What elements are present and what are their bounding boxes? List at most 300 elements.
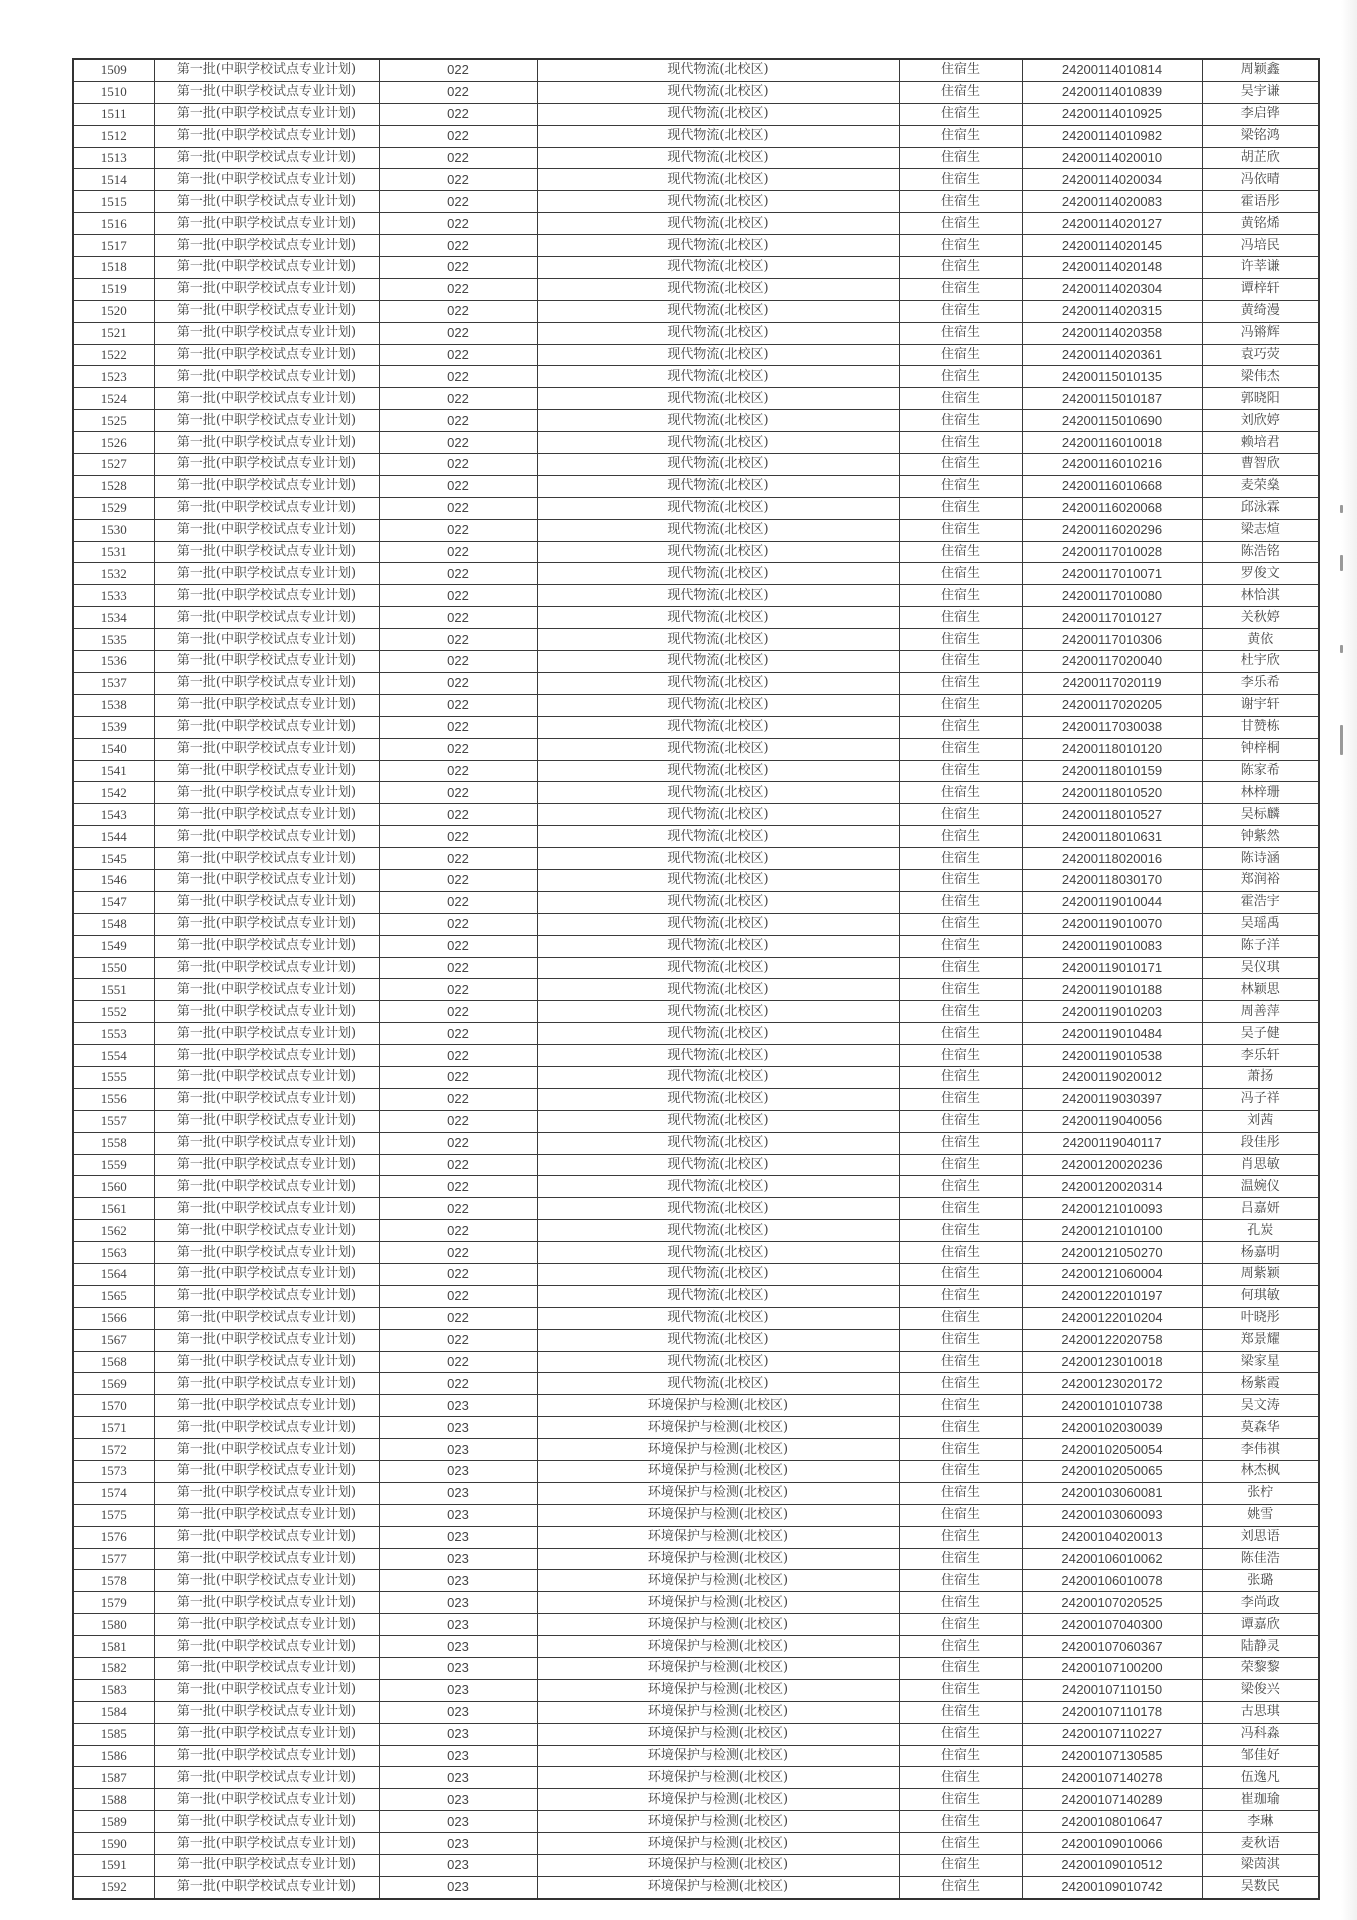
student-name-cell: 吴仪琪: [1202, 957, 1319, 979]
student-type-cell: 住宿生: [899, 1154, 1022, 1176]
exam-id-cell: 24200119040117: [1022, 1132, 1202, 1154]
table-row: [73, 1220, 1319, 1242]
table-row: [73, 147, 1319, 169]
student-name-cell: 伍逸凡: [1202, 1767, 1319, 1789]
major-cell: 现代物流(北校区): [537, 672, 899, 694]
student-name-cell: 钟紫然: [1202, 826, 1319, 848]
batch-cell: 第一批(中职学校试点专业计划): [154, 716, 379, 738]
major-cell: 现代物流(北校区): [537, 694, 899, 716]
major-code-cell: 022: [379, 563, 537, 585]
table-row: [73, 191, 1319, 213]
student-type-cell: 住宿生: [899, 1045, 1022, 1067]
major-code-cell: 022: [379, 1001, 537, 1023]
table-row: [73, 1263, 1319, 1285]
major-code-cell: 023: [379, 1482, 537, 1504]
major-code-cell: 023: [379, 1876, 537, 1898]
seq-cell: 1518: [73, 257, 154, 279]
exam-id-cell: 24200114010839: [1022, 81, 1202, 103]
student-name-cell: 麦荣燊: [1202, 475, 1319, 497]
student-name-cell: 曹智欣: [1202, 454, 1319, 476]
student-type-cell: 住宿生: [899, 410, 1022, 432]
major-cell: 现代物流(北校区): [537, 869, 899, 891]
table-row: [73, 1176, 1319, 1198]
batch-cell: 第一批(中职学校试点专业计划): [154, 1110, 379, 1132]
table-row: [73, 1461, 1319, 1483]
major-code-cell: 022: [379, 235, 537, 257]
major-cell: 现代物流(北校区): [537, 1285, 899, 1307]
major-cell: 现代物流(北校区): [537, 563, 899, 585]
major-code-cell: 023: [379, 1395, 537, 1417]
batch-cell: 第一批(中职学校试点专业计划): [154, 1307, 379, 1329]
student-name-cell: 姚雪: [1202, 1504, 1319, 1526]
batch-cell: 第一批(中职学校试点专业计划): [154, 1395, 379, 1417]
student-type-cell: 住宿生: [899, 1811, 1022, 1833]
student-name-cell: 崔珈瑜: [1202, 1789, 1319, 1811]
major-cell: 现代物流(北校区): [537, 213, 899, 235]
batch-cell: 第一批(中职学校试点专业计划): [154, 1570, 379, 1592]
seq-cell: 1531: [73, 541, 154, 563]
seq-cell: 1520: [73, 300, 154, 322]
major-cell: 现代物流(北校区): [537, 1066, 899, 1088]
student-name-cell: 莫森华: [1202, 1417, 1319, 1439]
major-cell: 环境保护与检测(北校区): [537, 1461, 899, 1483]
table-row: [73, 1395, 1319, 1417]
major-cell: 现代物流(北校区): [537, 1242, 899, 1264]
exam-id-cell: 24200117020040: [1022, 651, 1202, 673]
student-type-cell: 住宿生: [899, 716, 1022, 738]
table-row: [73, 738, 1319, 760]
student-type-cell: 住宿生: [899, 300, 1022, 322]
major-code-cell: 022: [379, 694, 537, 716]
major-code-cell: 022: [379, 1176, 537, 1198]
page-edge-shadow: [1341, 0, 1357, 1920]
major-code-cell: 022: [379, 125, 537, 147]
major-cell: 环境保护与检测(北校区): [537, 1658, 899, 1680]
table-row: [73, 1592, 1319, 1614]
batch-cell: 第一批(中职学校试点专业计划): [154, 147, 379, 169]
major-code-cell: 022: [379, 913, 537, 935]
exam-id-cell: 24200114020145: [1022, 235, 1202, 257]
major-cell: 环境保护与检测(北校区): [537, 1570, 899, 1592]
student-name-cell: 肖思敏: [1202, 1154, 1319, 1176]
batch-cell: 第一批(中职学校试点专业计划): [154, 1723, 379, 1745]
student-type-cell: 住宿生: [899, 1395, 1022, 1417]
table-row: [73, 1745, 1319, 1767]
major-code-cell: 022: [379, 432, 537, 454]
seq-cell: 1548: [73, 913, 154, 935]
major-cell: 现代物流(北校区): [537, 1023, 899, 1045]
batch-cell: 第一批(中职学校试点专业计划): [154, 1482, 379, 1504]
batch-cell: 第一批(中职学校试点专业计划): [154, 81, 379, 103]
seq-cell: 1562: [73, 1220, 154, 1242]
major-cell: 现代物流(北校区): [537, 716, 899, 738]
major-code-cell: 022: [379, 1373, 537, 1395]
exam-id-cell: 24200102050065: [1022, 1461, 1202, 1483]
student-name-cell: 陈家希: [1202, 760, 1319, 782]
seq-cell: 1572: [73, 1439, 154, 1461]
student-type-cell: 住宿生: [899, 760, 1022, 782]
major-cell: 现代物流(北校区): [537, 322, 899, 344]
exam-id-cell: 24200123020172: [1022, 1373, 1202, 1395]
student-type-cell: 住宿生: [899, 432, 1022, 454]
major-code-cell: 022: [379, 388, 537, 410]
exam-id-cell: 24200116010018: [1022, 432, 1202, 454]
major-code-cell: 022: [379, 979, 537, 1001]
seq-cell: 1545: [73, 848, 154, 870]
batch-cell: 第一批(中职学校试点专业计划): [154, 585, 379, 607]
table-row: [73, 1307, 1319, 1329]
batch-cell: 第一批(中职学校试点专业计划): [154, 1417, 379, 1439]
student-type-cell: 住宿生: [899, 1833, 1022, 1855]
exam-id-cell: 24200119010538: [1022, 1045, 1202, 1067]
table-row: [73, 410, 1319, 432]
batch-cell: 第一批(中职学校试点专业计划): [154, 1811, 379, 1833]
student-name-cell: 李启铧: [1202, 103, 1319, 125]
major-cell: 环境保护与检测(北校区): [537, 1745, 899, 1767]
major-code-cell: 023: [379, 1789, 537, 1811]
exam-id-cell: 24200117010306: [1022, 629, 1202, 651]
exam-id-cell: 24200107130585: [1022, 1745, 1202, 1767]
student-type-cell: 住宿生: [899, 651, 1022, 673]
seq-cell: 1563: [73, 1242, 154, 1264]
exam-id-cell: 24200115010690: [1022, 410, 1202, 432]
student-name-cell: 吴瑶禹: [1202, 913, 1319, 935]
batch-cell: 第一批(中职学校试点专业计划): [154, 607, 379, 629]
major-code-cell: 022: [379, 103, 537, 125]
exam-id-cell: 24200118020016: [1022, 848, 1202, 870]
seq-cell: 1577: [73, 1548, 154, 1570]
student-name-cell: 吴文涛: [1202, 1395, 1319, 1417]
student-type-cell: 住宿生: [899, 1263, 1022, 1285]
batch-cell: 第一批(中职学校试点专业计划): [154, 1592, 379, 1614]
major-code-cell: 023: [379, 1614, 537, 1636]
batch-cell: 第一批(中职学校试点专业计划): [154, 432, 379, 454]
exam-id-cell: 24200120020236: [1022, 1154, 1202, 1176]
batch-cell: 第一批(中职学校试点专业计划): [154, 935, 379, 957]
major-cell: 现代物流(北校区): [537, 454, 899, 476]
exam-id-cell: 24200122010204: [1022, 1307, 1202, 1329]
major-cell: 环境保护与检测(北校区): [537, 1679, 899, 1701]
major-cell: 环境保护与检测(北校区): [537, 1614, 899, 1636]
student-type-cell: 住宿生: [899, 235, 1022, 257]
student-type-cell: 住宿生: [899, 563, 1022, 585]
table-row: [73, 1876, 1319, 1898]
student-type-cell: 住宿生: [899, 388, 1022, 410]
exam-id-cell: 24200119010171: [1022, 957, 1202, 979]
exam-id-cell: 24200107060367: [1022, 1636, 1202, 1658]
batch-cell: 第一批(中职学校试点专业计划): [154, 257, 379, 279]
student-type-cell: 住宿生: [899, 1132, 1022, 1154]
student-name-cell: 李乐轩: [1202, 1045, 1319, 1067]
exam-id-cell: 24200119010203: [1022, 1001, 1202, 1023]
student-name-cell: 李尚政: [1202, 1592, 1319, 1614]
seq-cell: 1555: [73, 1066, 154, 1088]
table-row: [73, 826, 1319, 848]
student-type-cell: 住宿生: [899, 1658, 1022, 1680]
student-type-cell: 住宿生: [899, 935, 1022, 957]
student-type-cell: 住宿生: [899, 848, 1022, 870]
table-row: [73, 1482, 1319, 1504]
table-row: [73, 81, 1319, 103]
batch-cell: 第一批(中职学校试点专业计划): [154, 1045, 379, 1067]
student-type-cell: 住宿生: [899, 278, 1022, 300]
seq-cell: 1510: [73, 81, 154, 103]
major-cell: 现代物流(北校区): [537, 1154, 899, 1176]
seq-cell: 1581: [73, 1636, 154, 1658]
student-type-cell: 住宿生: [899, 891, 1022, 913]
major-code-cell: 022: [379, 935, 537, 957]
exam-id-cell: 24200107020525: [1022, 1592, 1202, 1614]
major-code-cell: 022: [379, 81, 537, 103]
seq-cell: 1571: [73, 1417, 154, 1439]
student-type-cell: 住宿生: [899, 169, 1022, 191]
batch-cell: 第一批(中职学校试点专业计划): [154, 1504, 379, 1526]
student-name-cell: 赖培君: [1202, 432, 1319, 454]
student-type-cell: 住宿生: [899, 1220, 1022, 1242]
major-cell: 现代物流(北校区): [537, 344, 899, 366]
major-cell: 现代物流(北校区): [537, 629, 899, 651]
seq-cell: 1523: [73, 366, 154, 388]
batch-cell: 第一批(中职学校试点专业计划): [154, 1658, 379, 1680]
major-code-cell: 022: [379, 869, 537, 891]
table-row: [73, 300, 1319, 322]
exam-id-cell: 24200107110150: [1022, 1679, 1202, 1701]
batch-cell: 第一批(中职学校试点专业计划): [154, 1614, 379, 1636]
exam-id-cell: 24200119010484: [1022, 1023, 1202, 1045]
student-name-cell: 谢宇轩: [1202, 694, 1319, 716]
table-row: [73, 694, 1319, 716]
student-type-cell: 住宿生: [899, 125, 1022, 147]
table-row: [73, 782, 1319, 804]
seq-cell: 1580: [73, 1614, 154, 1636]
table-row: [73, 760, 1319, 782]
major-code-cell: 022: [379, 585, 537, 607]
student-name-cell: 黄绮漫: [1202, 300, 1319, 322]
major-code-cell: 022: [379, 475, 537, 497]
table-row: [73, 629, 1319, 651]
major-code-cell: 022: [379, 278, 537, 300]
seq-cell: 1561: [73, 1198, 154, 1220]
batch-cell: 第一批(中职学校试点专业计划): [154, 1461, 379, 1483]
exam-id-cell: 24200109010742: [1022, 1876, 1202, 1898]
seq-cell: 1552: [73, 1001, 154, 1023]
table-row: [73, 1504, 1319, 1526]
scan-artifact-mark: [1340, 505, 1343, 513]
major-code-cell: 022: [379, 1132, 537, 1154]
major-code-cell: 022: [379, 1220, 537, 1242]
student-name-cell: 陈子洋: [1202, 935, 1319, 957]
student-name-cell: 温婉仪: [1202, 1176, 1319, 1198]
batch-cell: 第一批(中职学校试点专业计划): [154, 1789, 379, 1811]
major-code-cell: 022: [379, 59, 537, 81]
batch-cell: 第一批(中职学校试点专业计划): [154, 826, 379, 848]
exam-id-cell: 24200114010814: [1022, 59, 1202, 81]
major-code-cell: 023: [379, 1461, 537, 1483]
exam-id-cell: 24200118030170: [1022, 869, 1202, 891]
exam-id-cell: 24200119010044: [1022, 891, 1202, 913]
batch-cell: 第一批(中职学校试点专业计划): [154, 235, 379, 257]
exam-id-cell: 24200101010738: [1022, 1395, 1202, 1417]
student-type-cell: 住宿生: [899, 1198, 1022, 1220]
student-name-cell: 古思琪: [1202, 1701, 1319, 1723]
major-code-cell: 022: [379, 607, 537, 629]
major-code-cell: 023: [379, 1417, 537, 1439]
major-cell: 环境保护与检测(北校区): [537, 1855, 899, 1877]
seq-cell: 1591: [73, 1855, 154, 1877]
exam-id-cell: 24200115010187: [1022, 388, 1202, 410]
seq-cell: 1579: [73, 1592, 154, 1614]
exam-id-cell: 24200118010159: [1022, 760, 1202, 782]
major-code-cell: 022: [379, 1263, 537, 1285]
exam-id-cell: 24200107100200: [1022, 1658, 1202, 1680]
student-name-cell: 周颖鑫: [1202, 59, 1319, 81]
table-row: [73, 1001, 1319, 1023]
exam-id-cell: 24200119010188: [1022, 979, 1202, 1001]
batch-cell: 第一批(中职学校试点专业计划): [154, 1745, 379, 1767]
seq-cell: 1514: [73, 169, 154, 191]
seq-cell: 1568: [73, 1351, 154, 1373]
batch-cell: 第一批(中职学校试点专业计划): [154, 1876, 379, 1898]
batch-cell: 第一批(中职学校试点专业计划): [154, 1767, 379, 1789]
major-cell: 现代物流(北校区): [537, 935, 899, 957]
major-code-cell: 022: [379, 1307, 537, 1329]
table-row: [73, 1679, 1319, 1701]
seq-cell: 1556: [73, 1088, 154, 1110]
major-cell: 现代物流(北校区): [537, 1132, 899, 1154]
exam-id-cell: 24200117010028: [1022, 541, 1202, 563]
student-type-cell: 住宿生: [899, 1482, 1022, 1504]
major-cell: 现代物流(北校区): [537, 738, 899, 760]
major-cell: 现代物流(北校区): [537, 366, 899, 388]
student-type-cell: 住宿生: [899, 1417, 1022, 1439]
student-name-cell: 李琳: [1202, 1811, 1319, 1833]
batch-cell: 第一批(中职学校试点专业计划): [154, 1833, 379, 1855]
table-row: [73, 454, 1319, 476]
student-type-cell: 住宿生: [899, 1307, 1022, 1329]
major-code-cell: 022: [379, 322, 537, 344]
student-name-cell: 刘茜: [1202, 1110, 1319, 1132]
major-code-cell: 022: [379, 651, 537, 673]
table-row: [73, 366, 1319, 388]
major-cell: 环境保护与检测(北校区): [537, 1701, 899, 1723]
student-name-cell: 张璐: [1202, 1570, 1319, 1592]
major-cell: 现代物流(北校区): [537, 1307, 899, 1329]
major-cell: 环境保护与检测(北校区): [537, 1395, 899, 1417]
student-name-cell: 李乐希: [1202, 672, 1319, 694]
batch-cell: 第一批(中职学校试点专业计划): [154, 497, 379, 519]
table-row: [73, 541, 1319, 563]
seq-cell: 1565: [73, 1285, 154, 1307]
student-name-cell: 冯子祥: [1202, 1088, 1319, 1110]
scan-artifact-mark: [1340, 725, 1343, 755]
batch-cell: 第一批(中职学校试点专业计划): [154, 322, 379, 344]
table-row: [73, 1548, 1319, 1570]
student-name-cell: 邹佳好: [1202, 1745, 1319, 1767]
table-row: [73, 716, 1319, 738]
batch-cell: 第一批(中职学校试点专业计划): [154, 1132, 379, 1154]
student-type-cell: 住宿生: [899, 1789, 1022, 1811]
seq-cell: 1551: [73, 979, 154, 1001]
seq-cell: 1530: [73, 519, 154, 541]
table-row: [73, 235, 1319, 257]
table-row: [73, 344, 1319, 366]
seq-cell: 1532: [73, 563, 154, 585]
table-row: [73, 1023, 1319, 1045]
seq-cell: 1575: [73, 1504, 154, 1526]
seq-cell: 1588: [73, 1789, 154, 1811]
major-code-cell: 023: [379, 1811, 537, 1833]
table-row: [73, 1723, 1319, 1745]
major-code-cell: 023: [379, 1526, 537, 1548]
student-type-cell: 住宿生: [899, 1526, 1022, 1548]
table-row: [73, 497, 1319, 519]
table-row: [73, 1767, 1319, 1789]
student-name-cell: 杨紫霞: [1202, 1373, 1319, 1395]
seq-cell: 1511: [73, 103, 154, 125]
major-code-cell: 022: [379, 1066, 537, 1088]
batch-cell: 第一批(中职学校试点专业计划): [154, 1023, 379, 1045]
student-name-cell: 罗俊文: [1202, 563, 1319, 585]
exam-id-cell: 24200114020358: [1022, 322, 1202, 344]
table-row: [73, 1614, 1319, 1636]
major-cell: 环境保护与检测(北校区): [537, 1482, 899, 1504]
batch-cell: 第一批(中职学校试点专业计划): [154, 738, 379, 760]
major-cell: 现代物流(北校区): [537, 760, 899, 782]
student-type-cell: 住宿生: [899, 1023, 1022, 1045]
student-name-cell: 刘思语: [1202, 1526, 1319, 1548]
table-row: [73, 1373, 1319, 1395]
student-name-cell: 林杰枫: [1202, 1461, 1319, 1483]
student-name-cell: 冯科淼: [1202, 1723, 1319, 1745]
student-name-cell: 谭嘉欣: [1202, 1614, 1319, 1636]
exam-id-cell: 24200116010668: [1022, 475, 1202, 497]
seq-cell: 1566: [73, 1307, 154, 1329]
student-name-cell: 荣黎黎: [1202, 1658, 1319, 1680]
exam-id-cell: 24200119010083: [1022, 935, 1202, 957]
major-code-cell: 022: [379, 1351, 537, 1373]
exam-id-cell: 24200114020315: [1022, 300, 1202, 322]
student-type-cell: 住宿生: [899, 147, 1022, 169]
seq-cell: 1592: [73, 1876, 154, 1898]
batch-cell: 第一批(中职学校试点专业计划): [154, 388, 379, 410]
seq-cell: 1542: [73, 782, 154, 804]
major-code-cell: 022: [379, 1329, 537, 1351]
major-code-cell: 022: [379, 1242, 537, 1264]
major-cell: 现代物流(北校区): [537, 1373, 899, 1395]
batch-cell: 第一批(中职学校试点专业计划): [154, 1526, 379, 1548]
exam-id-cell: 24200118010120: [1022, 738, 1202, 760]
major-code-cell: 023: [379, 1439, 537, 1461]
major-cell: 现代物流(北校区): [537, 1351, 899, 1373]
table-row: [73, 672, 1319, 694]
exam-id-cell: 24200109010066: [1022, 1833, 1202, 1855]
table-row: [73, 869, 1319, 891]
major-cell: 现代物流(北校区): [537, 1110, 899, 1132]
student-name-cell: 冯依晴: [1202, 169, 1319, 191]
batch-cell: 第一批(中职学校试点专业计划): [154, 913, 379, 935]
major-code-cell: 022: [379, 1198, 537, 1220]
major-code-cell: 022: [379, 519, 537, 541]
exam-id-cell: 24200117010071: [1022, 563, 1202, 585]
student-name-cell: 梁伟杰: [1202, 366, 1319, 388]
batch-cell: 第一批(中职学校试点专业计划): [154, 694, 379, 716]
student-name-cell: 郑景耀: [1202, 1329, 1319, 1351]
batch-cell: 第一批(中职学校试点专业计划): [154, 979, 379, 1001]
student-type-cell: 住宿生: [899, 1066, 1022, 1088]
student-type-cell: 住宿生: [899, 1351, 1022, 1373]
table-row: [73, 1110, 1319, 1132]
table-row: [73, 1154, 1319, 1176]
